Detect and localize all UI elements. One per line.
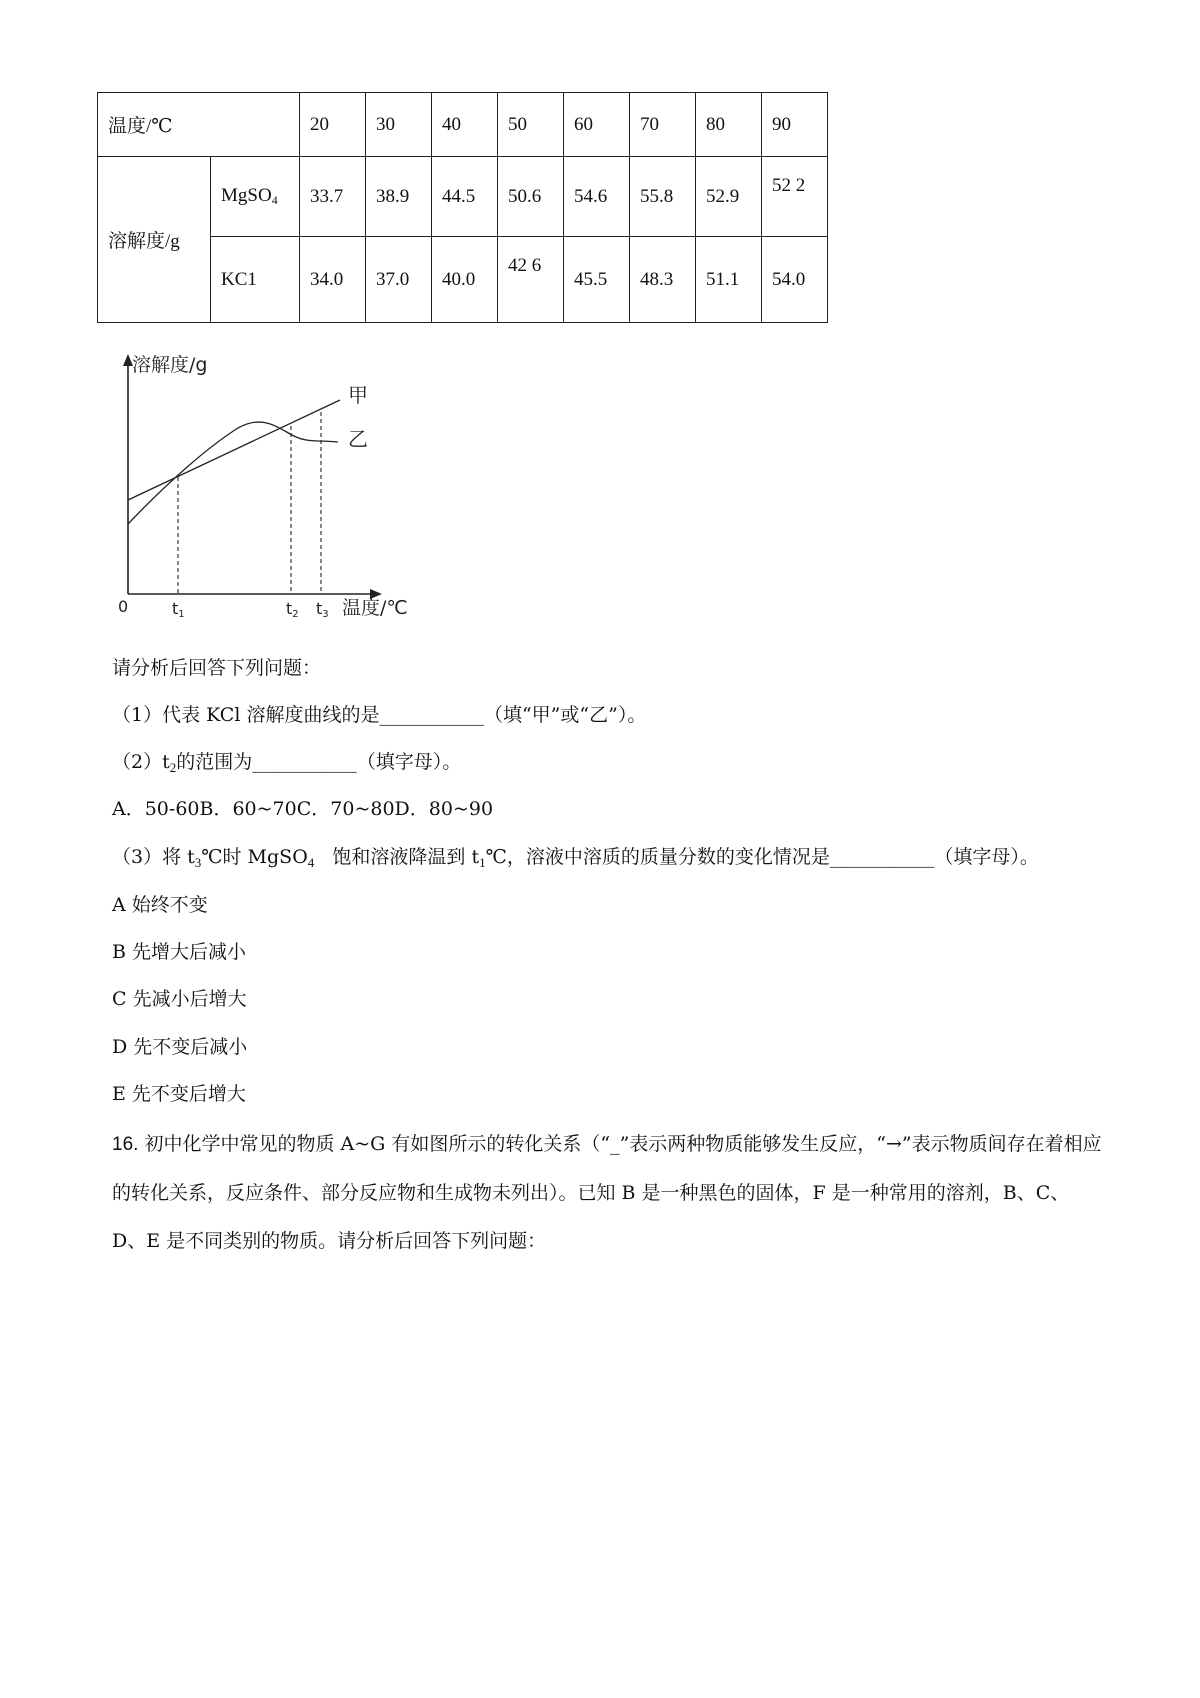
question-intro: 请分析后回答下列问题： — [112, 657, 322, 679]
origin-label: 0 — [118, 597, 129, 616]
mgso4-value: 55.8 — [630, 157, 696, 237]
question-3-part-c: 饱和溶液降温到 t — [314, 846, 480, 868]
solubility-curve-graph — [108, 352, 428, 628]
t1-label — [172, 599, 185, 620]
temp-cell: 20 — [300, 93, 366, 157]
question-3-part-a: （3）将 t — [112, 846, 195, 868]
mgso4-value: 52.9 — [696, 157, 762, 237]
mgso4-value: 33.7 — [300, 157, 366, 237]
question-3 — [112, 843, 1039, 877]
temp-cell: 90 — [762, 93, 828, 157]
curve-jia — [128, 400, 340, 500]
kcl-value: 51.1 — [696, 237, 762, 323]
temp-cell: 70 — [630, 93, 696, 157]
question-3-part-b: ℃时 MgSO — [201, 846, 308, 868]
kcl-value: 45.5 — [564, 237, 630, 323]
question-3-part-d: ℃，溶液中溶质的质量分数的变化情况是___________（填字母）。 — [485, 846, 1039, 868]
question-3-subscript-1: 3 — [194, 855, 202, 870]
kcl-value: 48.3 — [630, 237, 696, 323]
t3-label — [316, 599, 329, 620]
question-2 — [112, 748, 461, 782]
option-b: B 先增大后减小 — [112, 941, 247, 963]
question-1: （1）代表 KCl 溶解度曲线的是___________（填“甲”或“乙”）。 — [112, 704, 647, 726]
question-16-text: 初中化学中常见的物质 A~G 有如图所示的转化关系（“_”表示两种物质能够发生反应，“→”表示物质间存在着相应的转化关系，反应条件、部分反应物和生成物未列出）。已知 B 是一种黑色的固体，F 是一种常用的溶剂，B、C、D、E 是不同类别的物质。请分析后回答下列问题： — [112, 1133, 1102, 1252]
option-c: C 先减小后增大 — [112, 988, 247, 1010]
question-3-subscript-3: 1 — [479, 855, 486, 870]
option-a: A 始终不变 — [112, 894, 208, 916]
kcl-value: 54.0 — [762, 237, 828, 323]
kcl-label: KC1 — [211, 237, 300, 323]
t2-letter: t — [286, 599, 293, 618]
t2-subscript: 2 — [292, 609, 299, 620]
option-e: E 先不变后增大 — [112, 1083, 246, 1105]
t1-subscript: 1 — [178, 609, 185, 620]
mgso4-value: 38.9 — [366, 157, 432, 237]
question-2-part-b: 的范围为___________（填字母）。 — [176, 751, 462, 773]
t2-label — [286, 599, 299, 620]
kcl-value: 34.0 — [300, 237, 366, 323]
y-axis-label: 溶解度/g — [132, 354, 208, 376]
mgso4-formula: MgSO — [221, 185, 272, 206]
temp-cell: 40 — [432, 93, 498, 157]
t1-letter: t — [172, 599, 179, 618]
question-16-number: 16. — [112, 1134, 139, 1155]
question-3-subscript-2: 4 — [307, 855, 315, 870]
question-2-subscript: 2 — [169, 760, 177, 775]
mgso4-value: 54.6 — [564, 157, 630, 237]
curve-jia-label: 甲 — [348, 383, 368, 407]
temp-cell: 60 — [564, 93, 630, 157]
t3-letter: t — [316, 599, 323, 618]
option-d: D 先不变后减小 — [112, 1036, 248, 1058]
temp-cell: 80 — [696, 93, 762, 157]
temp-cell: 30 — [366, 93, 432, 157]
t3-subscript: 3 — [322, 609, 329, 620]
kcl-value: 37.0 — [366, 237, 432, 323]
mgso4-subscript: 4 — [271, 193, 278, 207]
mgso4-value: 52 2 — [762, 157, 828, 237]
temperature-header: 温度/℃ — [98, 93, 300, 157]
curve-yi — [128, 422, 338, 524]
question-2-options: A．50-60B．60~70C．70~80D．80~90 — [112, 798, 494, 820]
mgso4-label — [211, 157, 300, 237]
x-axis-label: 温度/℃ — [342, 597, 408, 619]
kcl-value: 42 6 — [498, 237, 564, 323]
solubility-table — [97, 92, 828, 323]
temp-cell: 50 — [498, 93, 564, 157]
question-16 — [112, 1120, 1102, 1265]
mgso4-value: 50.6 — [498, 157, 564, 237]
mgso4-value: 44.5 — [432, 157, 498, 237]
kcl-value: 40.0 — [432, 237, 498, 323]
question-2-part-a: （2）t — [112, 751, 170, 773]
solubility-label: 溶解度/g — [98, 157, 211, 323]
curve-yi-label: 乙 — [348, 427, 368, 451]
